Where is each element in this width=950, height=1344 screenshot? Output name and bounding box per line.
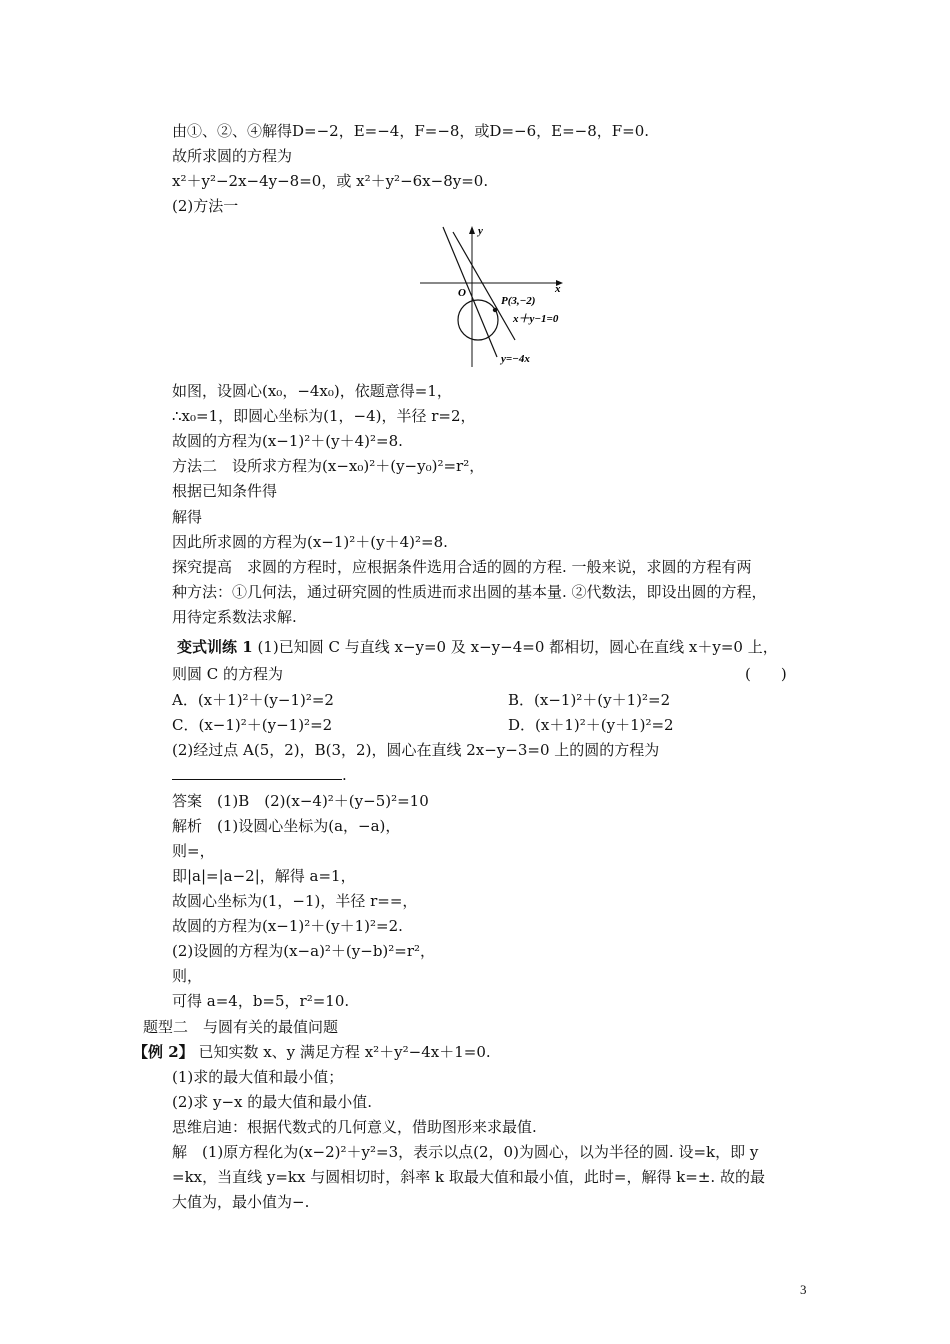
text-line: 则， [172,967,203,985]
answer-blank [172,765,342,780]
text-line: 因此所求圆的方程为(x−1)²＋(y＋4)²=8. [172,533,448,551]
section-title: 题型二 与圆有关的最值问题 [143,1018,339,1036]
text-line: (2)方法一 [172,197,239,215]
text-line: 则=， [172,842,215,860]
y-axis-arrow [469,226,475,234]
text-line: 故圆的方程为(x−1)²＋(y＋4)²=8. [172,432,403,450]
text-line: ∴x₀=1，即圆心坐标为(1，−4)，半径 r=2， [172,407,476,425]
text-line: 根据已知条件得 [172,482,278,500]
circle-shape [458,300,498,340]
tangent-line-label: x＋y−1=0 [513,313,559,325]
text-line: 用待定系数法求解. [172,608,297,626]
exercise-tag: 变式训练 1 [177,638,253,656]
text-line: 解得 [172,508,203,526]
text-line: 故圆的方程为(x−1)²＋(y＋1)²=2. [172,917,403,935]
text-line: 思维启迪：根据代数式的几何意义，借助图形来求最值. [172,1118,537,1136]
text-line: 由①、②、④解得D=−2，E=−4，F=−8，或D=−6，E=−8，F=0. [172,122,650,140]
line-y-eq-neg4x [443,227,497,357]
y-axis-label: y [478,225,483,237]
tangent-line [453,232,515,340]
x-axis-label: x [555,283,561,295]
option-d: D．(x＋1)²＋(y＋1)²=2 [508,716,674,734]
answer-paren: ( ) [745,665,787,683]
page-number: 3 [800,1282,807,1297]
text-line: (2)设圆的方程为(x−a)²＋(y−b)²=r²， [172,942,436,960]
text-line: x²＋y²−2x−4y−8=0，或 x²＋y²−6x−8y=0. [172,172,489,190]
example-tag: 【例 2】 [133,1043,194,1061]
text-line: 可得 a=4，b=5，r²=10. [172,992,350,1010]
text-line: (2)经过点 A(5，2)，B(3，2)，圆心在直线 2x−y−3=0 上的圆的方程为 [172,741,660,759]
blank-line [172,765,347,785]
origin-label: O [458,287,466,299]
text-line: 方法二 设所求方程为(x−x₀)²＋(y−y₀)²=r²， [172,457,485,475]
text-line: 则圆 C 的方程为 [172,665,284,683]
example-text: 已知实数 x、y 满足方程 x²＋y²−4x＋1=0. [198,1043,491,1061]
text-line: 探究提高 求圆的方程时，应根据条件选用合适的圆的方程. 一般来说，求圆的方程有两 [172,558,752,576]
option-b: B．(x−1)²＋(y＋1)²=2 [508,691,671,709]
text-line: 大值为，最小值为−. [172,1193,310,1211]
text-line: =kx，当直线 y=kx 与圆相切时，斜率 k 取最大值和最小值，此时=，解得 k=±. 故的最 [172,1168,765,1186]
blank-period: . [342,766,347,784]
text-line: 解 (1)原方程化为(x−2)²＋y²=3，表示以点(2，0)为圆心，以为半径的圆. 设=k，即 y [172,1143,759,1161]
text-line: 如图，设圆心(x₀，−4x₀)，依题意得=1， [172,382,452,400]
line2-label: y=−4x [501,353,530,365]
option-a: A．(x＋1)²＋(y−1)²=2 [172,691,334,709]
example-heading-line [133,1042,491,1062]
text-line: (1)求的最大值和最小值； [172,1068,344,1086]
text-line: 解析 (1)设圆心坐标为(a，−a)， [172,817,401,835]
option-c: C．(x−1)²＋(y−1)²=2 [172,716,333,734]
text-line: 故圆心坐标为(1，−1)，半径 r==， [172,892,418,910]
exercise-heading-line [177,637,778,657]
text-line: 即|a|=|a−2|，解得 a=1， [172,867,356,885]
coordinate-figure [415,222,575,372]
text-line: 答案 (1)B (2)(x−4)²＋(y−5)²=10 [172,792,429,810]
text-line: 种方法：①几何法，通过研究圆的性质进而求出圆的基本量. ②代数法，即设出圆的方程， [172,583,767,601]
point-p-label: P(3,−2) [501,295,536,307]
point-p [493,308,497,312]
text-line: (2)求 y−x 的最大值和最小值. [172,1093,373,1111]
text-line: 故所求圆的方程为 [172,147,293,165]
exercise-text: (1)已知圆 C 与直线 x−y=0 及 x−y−4=0 都相切，圆心在直线 x＋y=0 上， [257,638,778,656]
